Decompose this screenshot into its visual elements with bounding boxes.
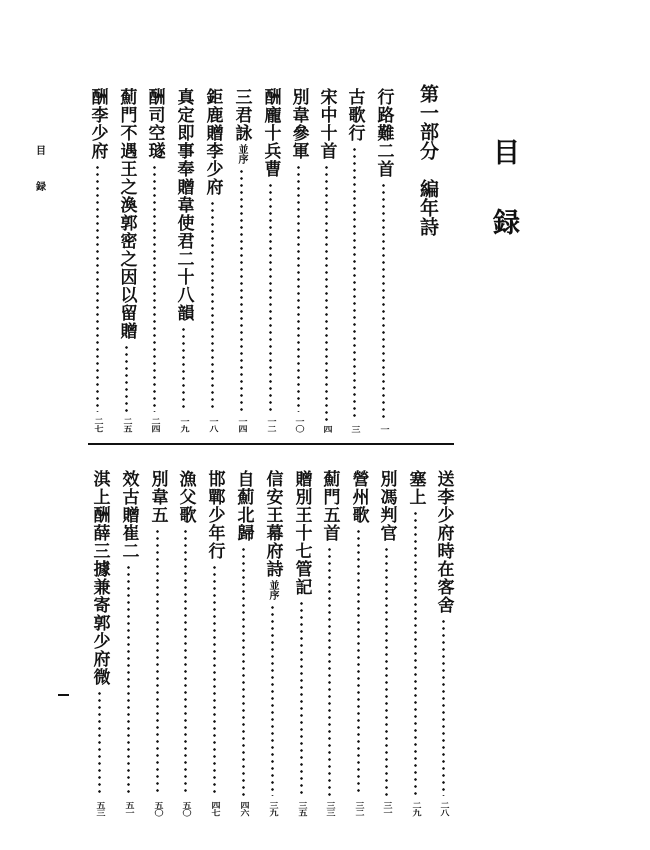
entry-page: 二五 [121,417,132,433]
leader-dots [156,528,159,796]
leader-dots [242,546,245,796]
leader-dots [357,528,360,796]
entry-page: 一八 [207,417,218,433]
page-title-char-2: 録 [488,208,519,235]
leader-dots [182,326,185,412]
entry-page: 五一 [123,801,134,817]
entry-title: 營州歌 [348,470,369,524]
entry-page: 三三 [324,801,335,817]
section-heading: 第一部分 編年詩 [417,84,439,236]
entry-title: 酬司空璲 [144,88,165,160]
toc-entry[interactable] [372,88,394,434]
entry-page: 二七 [92,417,103,433]
toc-entry[interactable] [86,88,108,434]
entry-page: 四七 [209,801,220,817]
toc-entry[interactable] [201,88,223,434]
toc-entry[interactable] [115,88,137,434]
entry-title: 薊門五首 [319,470,340,542]
entry-page: 三 [349,425,360,434]
entry-title: 酬龐十兵曹 [260,88,281,178]
page-title-char-1: 目 [488,138,519,165]
leader-dots [153,164,156,412]
entry-title: 淇上酬薛三據兼寄郭少府微 [89,470,110,686]
toc-entry[interactable] [432,470,454,818]
entry-title: 薊門不遇王之渙郭密之因以留贈 [116,88,137,340]
running-head-char-2: 録 [36,182,46,193]
entry-page: 二八 [438,801,449,817]
entry-title: 酬李少府 [87,88,108,160]
toc-entry[interactable] [375,470,397,818]
running-head-char-1: 目 [36,146,46,157]
leader-dots [300,600,303,796]
section-divider [88,443,454,445]
entry-title: 效古贈崔二 [118,470,139,560]
leader-dots [125,344,128,412]
entry-title: 古歌行 [344,88,365,142]
toc-entry[interactable] [117,470,139,818]
entry-title: 贈別王十七管記 [291,470,312,596]
entry-page: 一四 [236,417,247,433]
folio-page-number [58,694,69,696]
entry-title: 別韋五 [147,470,168,524]
entry-title: 別馮判官 [376,470,397,542]
entry-page: 三五 [296,801,307,817]
leader-dots [325,164,328,421]
toc-entry[interactable] [172,88,194,434]
leader-dots [414,510,417,796]
entry-page: 三二 [353,801,364,817]
entry-title: 行路難二首 [373,88,394,178]
entry-title: 真定即事奉贈韋使君二十八韻 [173,88,194,322]
toc-entry[interactable] [261,470,283,818]
entry-title: 宋中十首 [316,88,337,160]
entry-title: 自薊北歸 [233,470,254,542]
entry-title: 鉅鹿贈李少府 [202,88,223,196]
entry-title: 信安王幕府詩 [262,470,283,578]
entry-page: 一 [378,425,389,434]
entry-page: 一〇 [293,417,304,433]
entry-page: 三九 [267,801,278,817]
toc-entry[interactable] [203,470,225,818]
entry-page: 五三 [94,801,105,817]
toc-entry[interactable] [287,88,309,434]
leader-dots [213,564,216,796]
toc-entry[interactable] [230,88,252,434]
entry-title: 邯鄲少年行 [204,470,225,560]
leader-dots [269,182,272,412]
leader-dots [127,564,130,796]
leader-dots [382,182,385,421]
leader-dots [211,200,214,412]
leader-dots [96,164,99,412]
toc-entry[interactable] [290,470,312,818]
entry-note: 並序 [267,580,278,600]
entry-title: 送李少府時在客舍 [433,470,454,614]
leader-dots [271,604,274,796]
entry-page: 四六 [238,801,249,817]
leader-dots [297,164,300,412]
toc-entry[interactable] [232,470,254,818]
entry-page: 二九 [410,801,421,817]
entry-title: 三君詠 [231,88,252,142]
entry-title: 漁父歌 [175,470,196,524]
entry-note: 並序 [236,144,247,164]
toc-entry[interactable] [404,470,426,818]
toc-entry[interactable] [315,88,337,434]
leader-dots [240,168,243,412]
toc-entry[interactable] [343,88,365,434]
toc-entry[interactable] [318,470,340,818]
entry-page: 一二 [265,417,276,433]
entry-title: 塞上 [405,470,426,506]
entry-page: 二四 [149,417,160,433]
toc-entry[interactable] [347,470,369,818]
toc-entry[interactable] [146,470,168,818]
entry-page: 五〇 [180,801,191,817]
leader-dots [385,546,388,796]
toc-entry[interactable] [174,470,196,818]
leader-dots [353,146,356,421]
entry-page: 三一 [381,801,392,817]
leader-dots [328,546,331,796]
entry-page: 一九 [178,417,189,433]
leader-dots [184,528,187,796]
toc-entry[interactable] [88,470,110,818]
entry-title: 別韋參軍 [288,88,309,160]
toc-entry[interactable] [143,88,165,434]
entry-page: 五〇 [152,801,163,817]
leader-dots [98,690,101,796]
entry-page: 四 [321,425,332,434]
leader-dots [442,618,445,796]
toc-entry[interactable] [259,88,281,434]
